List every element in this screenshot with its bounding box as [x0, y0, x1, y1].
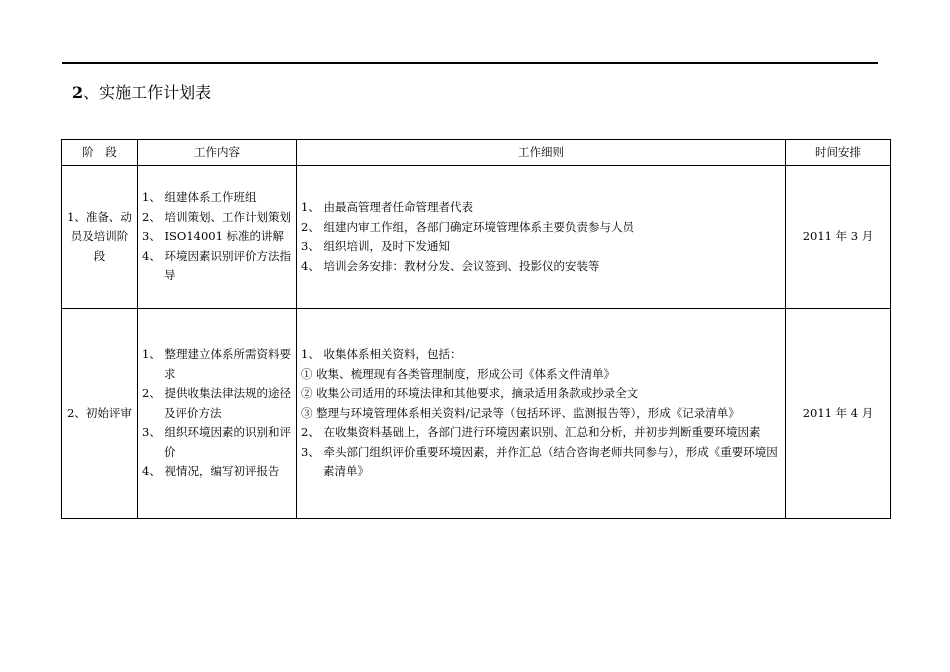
stage-cell: 1、准备、动员及培训阶段	[62, 166, 138, 309]
header-stage: 阶 段	[62, 140, 138, 166]
content-item: 2、 提供收集法律法规的途径及评价方法	[142, 386, 291, 420]
content-cell	[138, 309, 297, 519]
detail-item: 4、 培训会务安排：教材分发、会议签到、投影仪的安装等	[301, 258, 600, 273]
time-cell: 2011 年 3 月	[786, 166, 891, 309]
detail-item: 1、 收集体系相关资料，包括：	[301, 347, 462, 362]
content-item: 4、 环境因素识别评价方法指导	[142, 248, 291, 283]
detail-item: 3、 组织培训，及时下发通知	[301, 239, 450, 253]
content-item: 3、 ISO14001 标准的讲解	[142, 229, 285, 244]
detail-subitem: ② 收集公司适用的环境法律和其他要求，摘录适用条款或抄录全文	[301, 386, 639, 401]
detail-subitem: ① 收集、梳理现有各类管理制度，形成公司《体系文件清单》	[301, 366, 616, 381]
top-rule	[62, 62, 878, 64]
detail-item: 1、 由最高管理者任命管理者代表	[301, 200, 473, 214]
detail-item: 2、 在收集资料基础上，各部门进行环境因素识别、汇总和分析，并初步判断重要环境因素	[301, 425, 761, 440]
header-time: 时间安排	[786, 140, 891, 166]
content-item: 1、 组建体系工作班组	[142, 190, 257, 205]
table-header-row	[62, 140, 891, 166]
stage-cell: 2、初始评审	[62, 309, 138, 519]
details-cell	[297, 309, 786, 519]
detail-item: 3、 牵头部门组织评价重要环境因素，并作汇总（结合咨询老师共同参与），形成《重要环境因素清单》	[301, 444, 778, 479]
content-item: 2、 培训策划、工作计划策划	[142, 209, 291, 224]
details-cell	[297, 166, 786, 309]
detail-item: 2、 组建内审工作组，各部门确定环境管理体系主要负责参与人员	[301, 219, 634, 234]
content-item: 4、 视情况，编写初评报告	[142, 464, 280, 479]
content-cell	[138, 166, 297, 309]
section-number: 2	[72, 83, 84, 102]
table-row	[62, 166, 891, 309]
table-row	[62, 309, 891, 519]
header-content: 工作内容	[138, 140, 297, 166]
work-plan-table	[61, 139, 891, 519]
header-details: 工作细则	[297, 140, 786, 166]
section-heading	[72, 83, 211, 103]
time-cell: 2011 年 4 月	[786, 309, 891, 519]
section-title: 、实施工作计划表	[83, 83, 212, 102]
detail-subitem: ③ 整理与环境管理体系相关资料/记录等（包括环评、监测报告等），形成《记录清单》	[301, 405, 740, 420]
content-item: 1、 整理建立体系所需资料要求	[142, 347, 291, 381]
content-item: 3、 组织环境因素的识别和评价	[142, 425, 291, 459]
